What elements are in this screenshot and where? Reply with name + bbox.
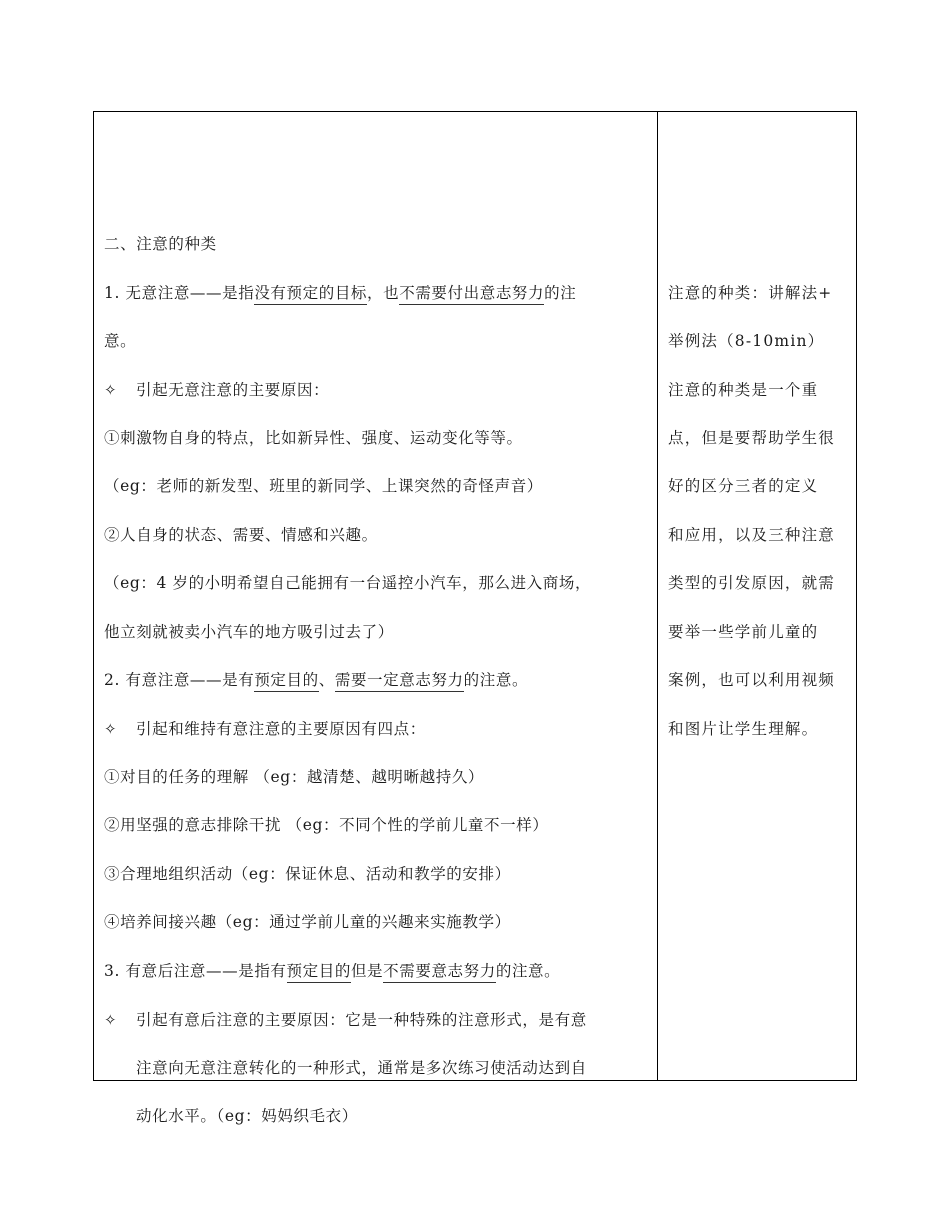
bullet3-line3: 动化水平。（eg：妈妈织毛衣） bbox=[136, 1107, 358, 1125]
section-heading: 二、注意的种类 bbox=[104, 235, 217, 253]
side-note-line: 点，但是要帮助学生很 bbox=[668, 429, 836, 447]
bullet2-title: 引起和维持有意注意的主要原因有四点： bbox=[136, 720, 426, 738]
side-note-line: 和应用，以及三种注意 bbox=[668, 526, 836, 544]
bullet1-title: 引起无意注意的主要原因： bbox=[136, 381, 330, 399]
bullet1-eg2-line2: 他立刻就被卖小汽车的地方吸引过去了） bbox=[104, 623, 394, 641]
content-column bbox=[94, 112, 658, 1125]
bullet2-item1: ①对目的任务的理解 （eg：越清楚、越明晰越持久） bbox=[104, 768, 485, 786]
type2-definition: 2. 有意注意——是有预定目的、需要一定意志努力的注意。 bbox=[104, 670, 528, 690]
bullet1-eg1: （eg：老师的新发型、班里的新同学、上课突然的奇怪声音） bbox=[104, 477, 543, 495]
bullet2-item3: ③合理地组织活动（eg：保证休息、活动和教学的安排） bbox=[104, 865, 511, 883]
diamond-bullet-icon: ✧ bbox=[104, 720, 117, 738]
type1-definition-cont: 意。 bbox=[104, 332, 137, 350]
side-note-line: 案例，也可以利用视频 bbox=[668, 671, 836, 689]
type1-definition: 1. 无意注意——是指没有预定的目标，也不需要付出意志努力的注 bbox=[104, 283, 576, 303]
lesson-plan-table bbox=[93, 111, 857, 1125]
bullet3-line2: 注意向无意注意转化的一种形式，通常是多次练习使活动达到自 bbox=[136, 1059, 587, 1077]
diamond-bullet-icon: ✧ bbox=[104, 381, 117, 399]
bullet3-line1: 引起有意后注意的主要原因：它是一种特殊的注意形式，是有意 bbox=[136, 1011, 587, 1029]
type3-definition: 3. 有意后注意——是指有预定目的但是不需要意志努力的注意。 bbox=[104, 961, 560, 981]
side-note-line: 和图片让学生理解。 bbox=[668, 720, 819, 738]
bullet1-item2: ②人自身的状态、需要、情感和兴趣。 bbox=[104, 526, 378, 544]
bullet2-item2: ②用坚强的意志排除干扰 （eg：不同个性的学前儿童不一样） bbox=[104, 816, 549, 834]
bullet2-item4: ④培养间接兴趣（eg：通过学前儿童的兴趣来实施教学） bbox=[104, 913, 511, 931]
side-note-line: 注意的种类：讲解法+ bbox=[668, 284, 833, 302]
side-note-line: 类型的引发原因，就需 bbox=[668, 574, 836, 592]
side-note-line: 好的区分三者的定义 bbox=[668, 477, 819, 495]
side-note-line: 注意的种类是一个重 bbox=[668, 381, 819, 399]
bullet1-eg2-line1: （eg：4 岁的小明希望自己能拥有一台遥控小汽车，那么进入商场， bbox=[104, 574, 592, 592]
method-notes-column bbox=[658, 112, 856, 1080]
side-note-line: 要举一些学前儿童的 bbox=[668, 623, 819, 641]
side-note-line: 举例法（8-10min） bbox=[668, 332, 825, 350]
diamond-bullet-icon: ✧ bbox=[104, 1011, 117, 1029]
bullet1-item1: ①刺激物自身的特点，比如新异性、强度、运动变化等等。 bbox=[104, 429, 523, 447]
